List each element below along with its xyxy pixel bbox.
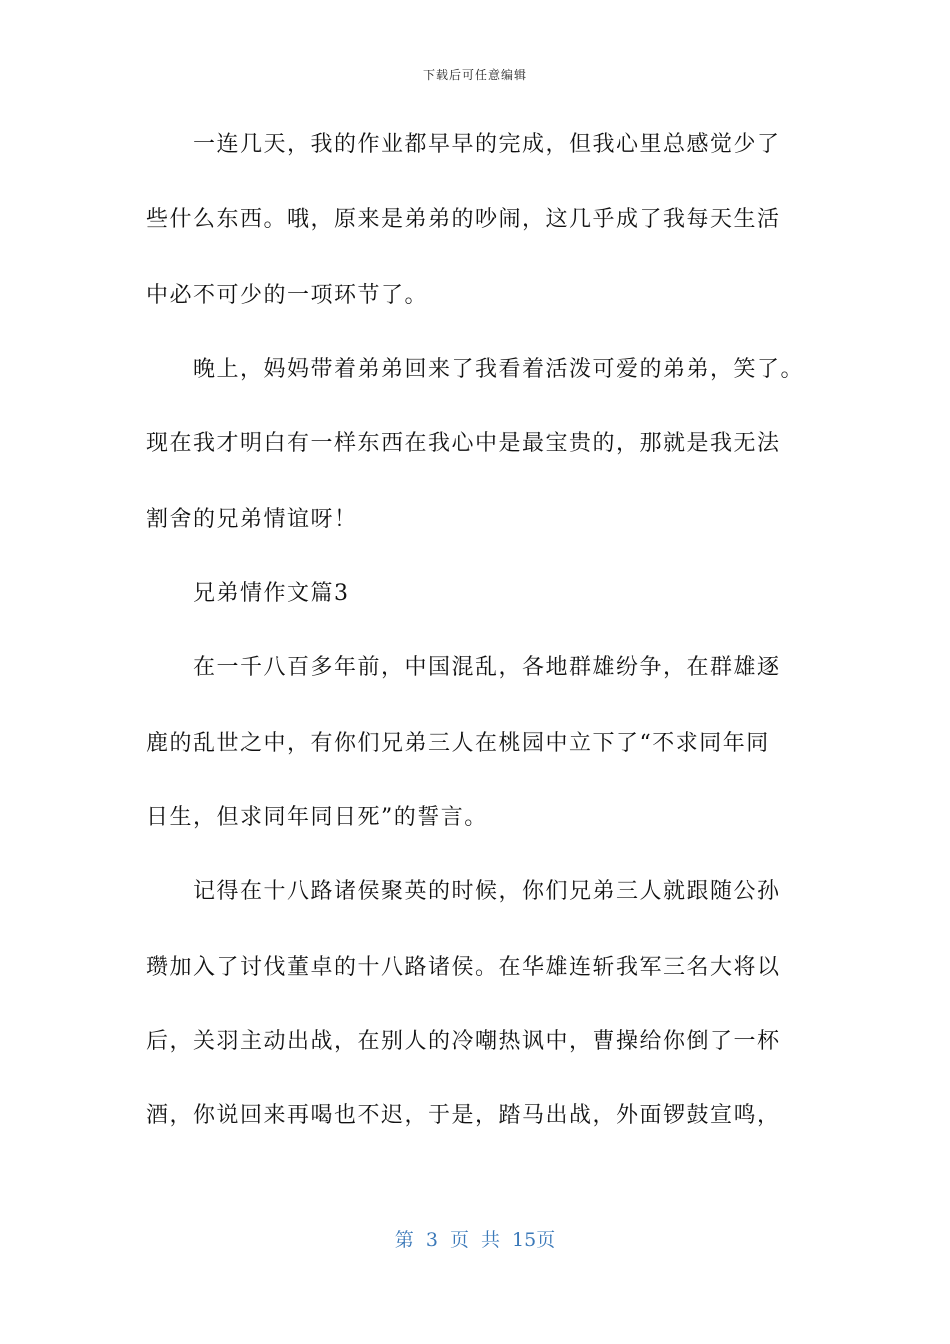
text-line: 瓒加入了讨伐董卓的十八路诸侯。在华雄连斩我军三名大将以	[146, 955, 781, 980]
text-line: 晚上，妈妈带着弟弟回来了我看着活泼可爱的弟弟，笑了。	[146, 357, 805, 382]
page-header: 下载后可任意编辑	[422, 68, 527, 82]
text-line: 记得在十八路诸侯聚英的时候，你们兄弟三人就跟随公孙	[146, 879, 781, 904]
text-line: 后，关羽主动出战，在别人的冷嘲热讽中，曹操给你倒了一杯	[146, 1029, 781, 1054]
text-line: 现在我才明白有一样东西在我心中是最宝贵的，那就是我无法	[146, 431, 781, 456]
text-line: 些什么东西。哦，原来是弟弟的吵闹，这几乎成了我每天生活	[146, 207, 781, 232]
page-number-footer: 第 3 页 共 15页	[394, 1229, 556, 1251]
text-line: 中必不可少的一项环节了。	[146, 283, 429, 308]
text-line: 日生，但求同年同日死”的誓言。	[146, 805, 488, 830]
text-line: 鹿的乱世之中，有你们兄弟三人在桃园中立下了“不求同年同	[146, 731, 770, 756]
text-line: 在一千八百多年前，中国混乱，各地群雄纷争，在群雄逐	[146, 655, 781, 680]
section-heading: 兄弟情作文篇3	[146, 581, 350, 606]
text-line: 一连几天，我的作业都早早的完成，但我心里总感觉少了	[146, 132, 781, 157]
text-line: 酒，你说回来再喝也不迟，于是，踏马出战，外面锣鼓宣鸣，	[146, 1103, 781, 1128]
text-line: 割舍的兄弟情谊呀！	[146, 507, 358, 532]
